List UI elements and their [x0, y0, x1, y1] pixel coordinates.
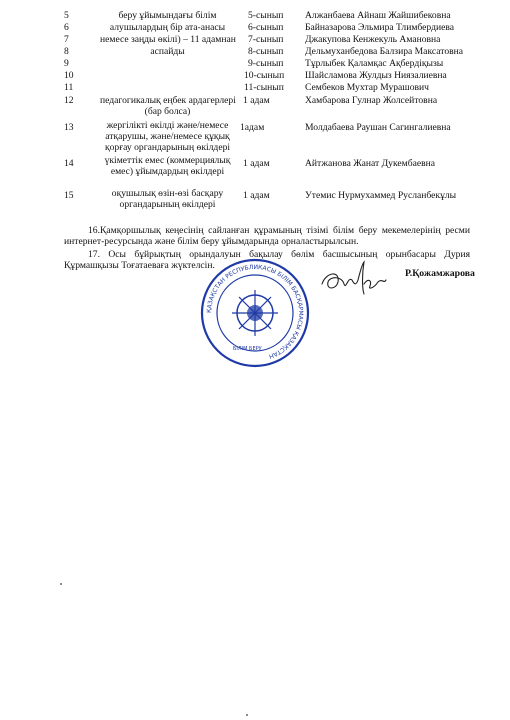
member-name: Айтжанова Жанат Дукембаевна [305, 158, 436, 169]
scan-speck [60, 583, 62, 585]
position-text: немесе заңды өкілі) – 11 адамнан [100, 34, 236, 45]
row-number: 9 [64, 58, 69, 69]
scan-speck [246, 714, 248, 716]
row-number: 13 [64, 122, 74, 133]
position-text: педагогикалық еңбек ардагерлері [100, 95, 236, 106]
row-number: 8 [64, 46, 69, 57]
position-text: беру ұйымындағы білім [118, 10, 217, 21]
class-text: 11-сынып [244, 82, 284, 93]
member-name: Дельмуханбедова Балзира Максатовна [305, 46, 464, 57]
row-number: 12 [64, 95, 74, 106]
position-text: (бар болса) [144, 106, 191, 117]
member-name: Утемис Нурмухаммед Русланбекұлы [305, 190, 457, 201]
member-name: Байназарова Эльмира Тлимбердиева [305, 22, 455, 33]
member-name: Джакупова Кенжекуль Амановна [305, 34, 441, 45]
row-number: 10 [64, 70, 74, 81]
row-number: 7 [64, 34, 69, 45]
svg-text:БІЛІМ БЕРУ: БІЛІМ БЕРУ [233, 346, 262, 352]
class-text: 9-сынып [248, 58, 284, 69]
position-text: үкіметтік емес (коммерциялық [104, 155, 231, 166]
paragraph-16: 16.Қамқоршылық кеңесінің сайланған құрамының тізімі білім беру мекемелерінің ресми интернет-ресурсында және білім беру ұйымдарында орналастырылсын. [64, 225, 470, 247]
signatory-name: Р.Қожамжарова [405, 268, 475, 279]
official-seal [200, 258, 310, 368]
class-text: 1 адам [243, 158, 270, 169]
member-name: Алжанбаева Айнаш Жайшибековна [305, 10, 451, 21]
position-text: аспайды [150, 46, 185, 57]
row-number: 5 [64, 10, 69, 21]
class-text: 5-сынып [248, 10, 284, 21]
member-name: Хамбарова Гулнар Жолсейтовна [305, 95, 438, 106]
class-text: 1 адам [243, 95, 270, 106]
class-text: 1адам [240, 122, 265, 133]
member-name: Тұрлыбек Қаламқас Ақбердіқызы [305, 58, 444, 69]
position-text: алушылардың бір ата-анасы [109, 22, 226, 33]
svg-text:ҚАЗАҚСТАН РЕСПУБЛИКАСЫ БІЛІМ Б: ҚАЗАҚСТАН РЕСПУБЛИКАСЫ БІЛІМ БАСҚАРМАСЫ ҚАЗАҚСТАН [205, 263, 305, 360]
class-text: 1 адам [243, 190, 270, 201]
position-text: емес) ұйымдардың өкілдері [110, 166, 225, 177]
paragraph-17: 17. Осы бұйрықтың орындалуын бақылау бөлім басшысының орынбасары Дурия Құрмашқызы Тоғатаеваға жүктелсін. [64, 249, 470, 271]
position-text: оқушылық өзін-өзі басқару [111, 188, 224, 199]
row-number: 15 [64, 190, 74, 201]
position-text: қорғау органдарының өкілдері [104, 142, 231, 153]
member-name: Шайсламова Жулдыз Ниязалиевна [305, 70, 447, 81]
position-text: жергілікті өкілді және/немесе [106, 120, 229, 131]
row-number: 14 [64, 158, 74, 169]
class-text: 10-сынып [244, 70, 285, 81]
member-name: Молдабаева Раушан Сагингалиевна [305, 122, 451, 133]
class-text: 8-сынып [248, 46, 284, 57]
row-number: 6 [64, 22, 69, 33]
position-text: атқарушы, және/немесе құқық [105, 131, 230, 142]
position-text: органдарының өкілдері [119, 199, 216, 210]
class-text: 7-сынып [248, 34, 284, 45]
member-name: Сембеков Мухтар Мурашович [305, 82, 429, 93]
class-text: 6-сынып [248, 22, 284, 33]
row-number: 11 [64, 82, 74, 93]
signature [318, 254, 390, 302]
